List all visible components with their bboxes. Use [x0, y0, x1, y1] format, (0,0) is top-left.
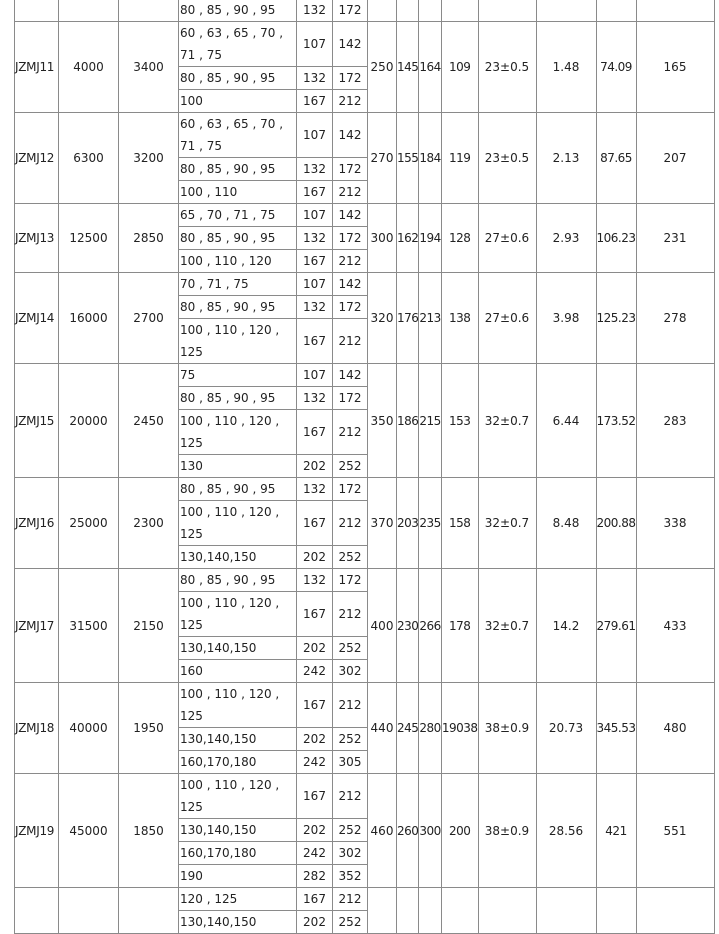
- grease-cell: 283: [636, 364, 714, 478]
- table-row: [15, 273, 715, 296]
- speed-cell: 1950: [119, 683, 179, 774]
- bore-diameter-cell: 130,140,150: [179, 819, 297, 842]
- length-l2-cell: 252: [333, 728, 368, 751]
- dim-d2-cell: 235: [419, 478, 441, 569]
- torque-cell: 31500: [59, 569, 119, 683]
- length-l1-cell: 242: [297, 842, 333, 865]
- length-l2-cell: 305: [333, 751, 368, 774]
- bore-diameter-cell: 60 , 63 , 65 , 70 , 71 , 75: [179, 113, 297, 158]
- dim-b-cell: 200: [441, 774, 478, 888]
- speed-cell: 2300: [119, 478, 179, 569]
- bore-diameter-cell: 80 , 85 , 90 , 95: [179, 158, 297, 181]
- mass-cell: 74.09: [596, 22, 636, 113]
- bore-diameter-cell: 130: [179, 455, 297, 478]
- length-l1-cell: 167: [297, 683, 333, 728]
- dim-s-cell: 38±0.9: [478, 683, 536, 774]
- bore-diameter-cell: 160,170,180: [179, 842, 297, 865]
- length-l2-cell: 252: [333, 911, 368, 934]
- spacer-cell: [397, 0, 419, 22]
- inertia-cell: 1.48: [536, 22, 596, 113]
- dim-d1-cell: 162: [397, 204, 419, 273]
- model-cell: JZMJ17: [15, 569, 59, 683]
- table-row: [15, 22, 715, 67]
- bore-diameter-cell: 75: [179, 364, 297, 387]
- grease-cell: 338: [636, 478, 714, 569]
- length-l2-cell: 172: [333, 67, 368, 90]
- grease-cell: 278: [636, 273, 714, 364]
- bore-diameter-cell: 60 , 63 , 65 , 70 , 71 , 75: [179, 22, 297, 67]
- length-l1-cell: 132: [297, 569, 333, 592]
- inertia-cell: 3.98: [536, 273, 596, 364]
- torque-cell: 16000: [59, 273, 119, 364]
- torque-cell: [59, 888, 119, 934]
- dim-d1-cell: 145: [397, 22, 419, 113]
- length-l2-cell: 172: [333, 158, 368, 181]
- dim-s-cell: 27±0.6: [478, 204, 536, 273]
- bore-diameter-cell: 100 , 110 , 120 , 125: [179, 410, 297, 455]
- dim-d1-cell: 186: [397, 364, 419, 478]
- length-l1-cell: 202: [297, 637, 333, 660]
- torque-cell: 12500: [59, 204, 119, 273]
- model-cell: JZMJ11: [15, 22, 59, 113]
- length-l1-cell: 282: [297, 865, 333, 888]
- length-l2-cell: 212: [333, 181, 368, 204]
- bore-diameter-cell: 80 , 85 , 90 , 95: [179, 227, 297, 250]
- mass-cell: 173.52: [596, 364, 636, 478]
- length-l2-cell: 252: [333, 819, 368, 842]
- dim-d2-cell: 184: [419, 113, 441, 204]
- bore-diameter-cell: 80 , 85 , 90 , 95: [179, 569, 297, 592]
- mass-cell: 421: [596, 774, 636, 888]
- length-l2-cell: 212: [333, 90, 368, 113]
- torque-cell: 20000: [59, 364, 119, 478]
- dim-d2-cell: 266: [419, 569, 441, 683]
- dim-d-cell: 460: [368, 774, 397, 888]
- inertia-cell: 2.13: [536, 113, 596, 204]
- bore-diameter-cell: 120 , 125: [179, 888, 297, 911]
- mass-cell: 279.61: [596, 569, 636, 683]
- length-l2-cell: 212: [333, 592, 368, 637]
- length-l1-cell: 167: [297, 592, 333, 637]
- grease-cell: 433: [636, 569, 714, 683]
- speed-cell: 3200: [119, 113, 179, 204]
- dim-b-cell: 109: [441, 22, 478, 113]
- length-l2-cell: 212: [333, 250, 368, 273]
- length-l1-cell: 107: [297, 273, 333, 296]
- length-l1-cell: 242: [297, 660, 333, 683]
- bore-diameter-cell: 100 , 110 , 120 , 125: [179, 592, 297, 637]
- dim-d-cell: 350: [368, 364, 397, 478]
- dim-d2-cell: 213: [419, 273, 441, 364]
- dim-d1-cell: 230: [397, 569, 419, 683]
- speed-cell: [119, 888, 179, 934]
- grease-cell: 480: [636, 683, 714, 774]
- table-body: [15, 0, 715, 934]
- spacer-cell: [15, 0, 59, 22]
- dim-s-cell: 23±0.5: [478, 22, 536, 113]
- bore-diameter-cell: 80 , 85 , 90 , 95: [179, 0, 297, 22]
- length-l1-cell: 132: [297, 296, 333, 319]
- dim-b-cell: 158: [441, 478, 478, 569]
- length-l2-cell: 172: [333, 296, 368, 319]
- bore-diameter-cell: 100: [179, 90, 297, 113]
- bore-diameter-cell: 100 , 110 , 120 , 125: [179, 319, 297, 364]
- dim-d2-cell: 215: [419, 364, 441, 478]
- bore-diameter-cell: 80 , 85 , 90 , 95: [179, 296, 297, 319]
- table-row: [15, 683, 715, 728]
- length-l1-cell: 242: [297, 751, 333, 774]
- length-l2-cell: 252: [333, 455, 368, 478]
- dim-b-cell: 19038: [441, 683, 478, 774]
- length-l1-cell: 167: [297, 888, 333, 911]
- bore-diameter-cell: 70 , 71 , 75: [179, 273, 297, 296]
- speed-cell: 2850: [119, 204, 179, 273]
- length-l2-cell: 252: [333, 546, 368, 569]
- bore-diameter-cell: 100 , 110 , 120 , 125: [179, 774, 297, 819]
- bore-diameter-cell: 100 , 110 , 120 , 125: [179, 501, 297, 546]
- dim-b-cell: 128: [441, 204, 478, 273]
- length-l2-cell: 142: [333, 204, 368, 227]
- dim-d2-cell: [419, 888, 441, 934]
- speed-cell: 3400: [119, 22, 179, 113]
- dim-d2-cell: 280: [419, 683, 441, 774]
- inertia-cell: 14.2: [536, 569, 596, 683]
- dim-b-cell: [441, 888, 478, 934]
- speed-cell: 1850: [119, 774, 179, 888]
- length-l2-cell: 142: [333, 113, 368, 158]
- dim-d-cell: 300: [368, 204, 397, 273]
- bore-diameter-cell: 130,140,150: [179, 546, 297, 569]
- length-l2-cell: 142: [333, 364, 368, 387]
- dim-d-cell: 370: [368, 478, 397, 569]
- model-cell: JZMJ16: [15, 478, 59, 569]
- mass-cell: 200.88: [596, 478, 636, 569]
- bore-diameter-cell: 160: [179, 660, 297, 683]
- dim-d2-cell: 194: [419, 204, 441, 273]
- dim-s-cell: 23±0.5: [478, 113, 536, 204]
- length-l2-cell: 212: [333, 410, 368, 455]
- bore-diameter-cell: 160,170,180: [179, 751, 297, 774]
- table-row: [15, 774, 715, 819]
- dim-s-cell: 32±0.7: [478, 478, 536, 569]
- length-l2-cell: 172: [333, 227, 368, 250]
- table-row: [15, 478, 715, 501]
- torque-cell: 25000: [59, 478, 119, 569]
- spacer-cell: [536, 0, 596, 22]
- length-l2-cell: 172: [333, 387, 368, 410]
- dim-d-cell: 440: [368, 683, 397, 774]
- length-l1-cell: 167: [297, 90, 333, 113]
- spacer-cell: [368, 0, 397, 22]
- dim-d-cell: 250: [368, 22, 397, 113]
- length-l1-cell: 167: [297, 501, 333, 546]
- inertia-cell: 28.56: [536, 774, 596, 888]
- length-l2-cell: 142: [333, 22, 368, 67]
- inertia-cell: 2.93: [536, 204, 596, 273]
- model-cell: [15, 888, 59, 934]
- model-cell: JZMJ19: [15, 774, 59, 888]
- length-l1-cell: 132: [297, 387, 333, 410]
- length-l2-cell: 172: [333, 569, 368, 592]
- dim-d1-cell: 203: [397, 478, 419, 569]
- torque-cell: 4000: [59, 22, 119, 113]
- dim-s-cell: 27±0.6: [478, 273, 536, 364]
- length-l1-cell: 132: [297, 67, 333, 90]
- length-l2-cell: 212: [333, 501, 368, 546]
- grease-cell: 165: [636, 22, 714, 113]
- dim-d1-cell: 155: [397, 113, 419, 204]
- length-l1-cell: 202: [297, 455, 333, 478]
- length-l1-cell: 167: [297, 774, 333, 819]
- length-l2-cell: 142: [333, 273, 368, 296]
- spacer-cell: [441, 0, 478, 22]
- length-l1-cell: 107: [297, 204, 333, 227]
- mass-cell: [596, 888, 636, 934]
- length-l1-cell: 132: [297, 158, 333, 181]
- spacer-cell: [478, 0, 536, 22]
- dim-s-cell: 32±0.7: [478, 364, 536, 478]
- length-l2-cell: 212: [333, 888, 368, 911]
- length-l2-cell: 212: [333, 774, 368, 819]
- length-l2-cell: 252: [333, 637, 368, 660]
- dim-b-cell: 119: [441, 113, 478, 204]
- model-cell: JZMJ18: [15, 683, 59, 774]
- model-cell: JZMJ15: [15, 364, 59, 478]
- model-cell: JZMJ12: [15, 113, 59, 204]
- torque-cell: 40000: [59, 683, 119, 774]
- dim-d1-cell: 245: [397, 683, 419, 774]
- dim-d2-cell: 300: [419, 774, 441, 888]
- bore-diameter-cell: 100 , 110: [179, 181, 297, 204]
- grease-cell: 231: [636, 204, 714, 273]
- length-l1-cell: 167: [297, 181, 333, 204]
- table-row: [15, 113, 715, 158]
- coupling-spec-table: [14, 0, 715, 934]
- length-l1-cell: 107: [297, 113, 333, 158]
- dim-b-cell: 138: [441, 273, 478, 364]
- dim-d1-cell: 176: [397, 273, 419, 364]
- spacer-cell: [596, 0, 636, 22]
- spacer-cell: [419, 0, 441, 22]
- table-row: [15, 569, 715, 592]
- dim-s-cell: 38±0.9: [478, 774, 536, 888]
- torque-cell: 6300: [59, 113, 119, 204]
- bore-diameter-cell: 130,140,150: [179, 637, 297, 660]
- length-l1-cell: 167: [297, 250, 333, 273]
- table-row: [15, 0, 715, 22]
- torque-cell: 45000: [59, 774, 119, 888]
- bore-diameter-cell: 100 , 110 , 120 , 125: [179, 683, 297, 728]
- length-l1-cell: 132: [297, 478, 333, 501]
- mass-cell: 87.65: [596, 113, 636, 204]
- dim-d1-cell: 260: [397, 774, 419, 888]
- bore-diameter-cell: 80 , 85 , 90 , 95: [179, 67, 297, 90]
- bore-diameter-cell: 80 , 85 , 90 , 95: [179, 387, 297, 410]
- length-l1-cell: 107: [297, 364, 333, 387]
- speed-cell: 2700: [119, 273, 179, 364]
- dim-d2-cell: 164: [419, 22, 441, 113]
- length-l2-cell: 302: [333, 842, 368, 865]
- grease-cell: [636, 888, 714, 934]
- bore-diameter-cell: 100 , 110 , 120: [179, 250, 297, 273]
- length-l1-cell: 202: [297, 546, 333, 569]
- dim-d-cell: 270: [368, 113, 397, 204]
- length-l2-cell: 172: [333, 478, 368, 501]
- dim-d-cell: 400: [368, 569, 397, 683]
- dim-d1-cell: [397, 888, 419, 934]
- bore-diameter-cell: 80 , 85 , 90 , 95: [179, 478, 297, 501]
- length-l1-cell: 202: [297, 728, 333, 751]
- bore-diameter-cell: 65 , 70 , 71 , 75: [179, 204, 297, 227]
- length-l2-cell: 172: [333, 0, 368, 22]
- grease-cell: 207: [636, 113, 714, 204]
- bore-diameter-cell: 130,140,150: [179, 728, 297, 751]
- dim-b-cell: 178: [441, 569, 478, 683]
- spacer-cell: [119, 0, 179, 22]
- length-l1-cell: 202: [297, 911, 333, 934]
- length-l1-cell: 107: [297, 22, 333, 67]
- dim-b-cell: 153: [441, 364, 478, 478]
- inertia-cell: 20.73: [536, 683, 596, 774]
- dim-s-cell: [478, 888, 536, 934]
- inertia-cell: [536, 888, 596, 934]
- model-cell: JZMJ13: [15, 204, 59, 273]
- length-l2-cell: 352: [333, 865, 368, 888]
- bore-diameter-cell: 190: [179, 865, 297, 888]
- table-row: [15, 364, 715, 387]
- dim-d-cell: [368, 888, 397, 934]
- spacer-cell: [636, 0, 714, 22]
- length-l1-cell: 202: [297, 819, 333, 842]
- model-cell: JZMJ14: [15, 273, 59, 364]
- mass-cell: 106.23: [596, 204, 636, 273]
- table-row: [15, 888, 715, 911]
- spacer-cell: [59, 0, 119, 22]
- speed-cell: 2450: [119, 364, 179, 478]
- speed-cell: 2150: [119, 569, 179, 683]
- inertia-cell: 8.48: [536, 478, 596, 569]
- inertia-cell: 6.44: [536, 364, 596, 478]
- length-l2-cell: 212: [333, 683, 368, 728]
- length-l2-cell: 302: [333, 660, 368, 683]
- mass-cell: 345.53: [596, 683, 636, 774]
- length-l1-cell: 132: [297, 0, 333, 22]
- length-l1-cell: 167: [297, 319, 333, 364]
- dim-s-cell: 32±0.7: [478, 569, 536, 683]
- length-l1-cell: 167: [297, 410, 333, 455]
- length-l1-cell: 132: [297, 227, 333, 250]
- grease-cell: 551: [636, 774, 714, 888]
- dim-d-cell: 320: [368, 273, 397, 364]
- table-row: [15, 204, 715, 227]
- mass-cell: 125.23: [596, 273, 636, 364]
- bore-diameter-cell: 130,140,150: [179, 911, 297, 934]
- length-l2-cell: 212: [333, 319, 368, 364]
